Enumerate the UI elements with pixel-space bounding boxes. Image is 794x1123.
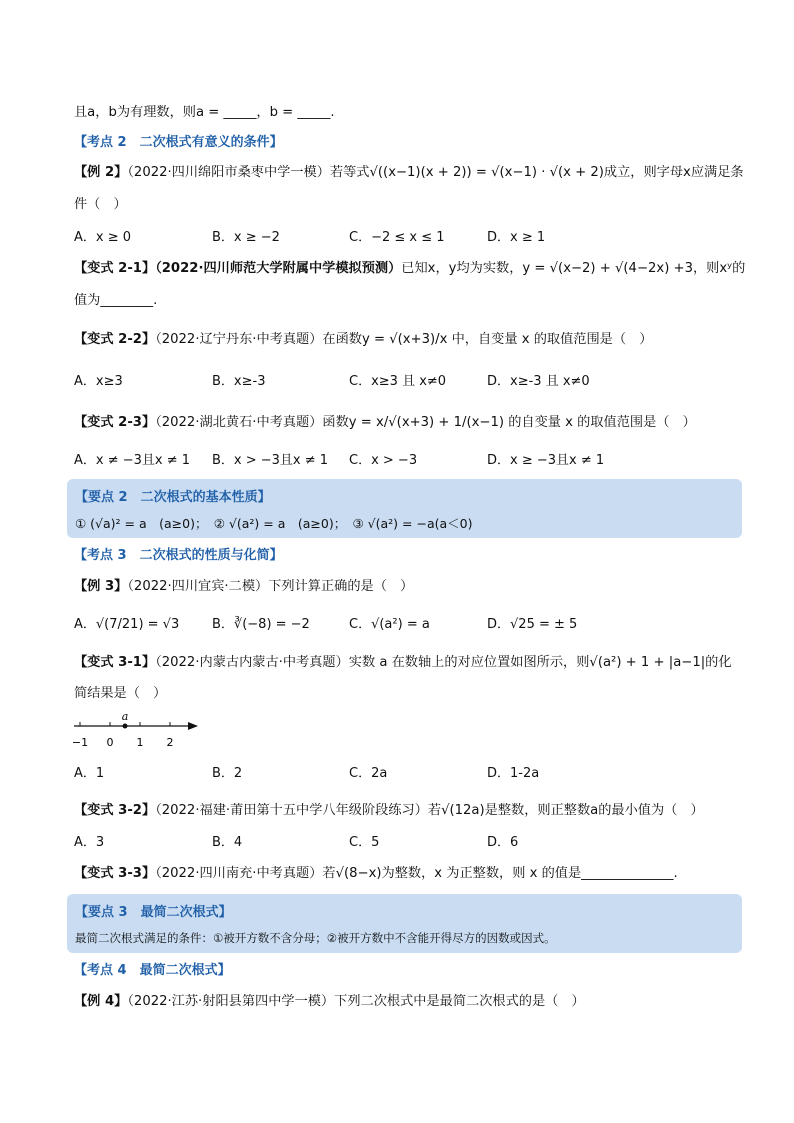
option-d: D．1-2a xyxy=(487,766,540,781)
example-4-text: 下列二次根式中是最简二次根式的是（ ） xyxy=(334,994,585,1009)
kaodian-4-heading: 【考点 4 最简二次根式】 xyxy=(74,963,231,978)
variant-2-1-label: 【变式 2-1】 xyxy=(74,261,156,276)
option-d: D．√25 = ± 5 xyxy=(487,617,578,632)
example-2-label: 【例 2】 xyxy=(74,165,128,180)
option-d: D．x≥-3 且 x≠0 xyxy=(487,374,590,389)
variant-2-1-text: 已知x，y均为实数，y = √(x−2) + √(4−2x) +3，则xʸ的 xyxy=(401,261,746,276)
example-3-source: （2022·四川宜宾·二模） xyxy=(127,579,269,594)
option-c: C．√(a²) = a xyxy=(349,617,430,632)
option-c: C．−2 ≤ x ≤ 1 xyxy=(349,230,445,245)
option-c: C．2a xyxy=(349,766,388,781)
example-4 xyxy=(74,993,742,1011)
point-a-label: a xyxy=(121,710,129,723)
variant-2-3-text: 函数y = x/√(x+3) + 1/(x−1) 的自变量 x 的取值范围是（ ） xyxy=(322,415,696,430)
number-line-tick-label: −1 xyxy=(71,736,89,749)
variant-3-1 xyxy=(74,654,742,672)
intro-text: 且a，b为有理数，则a = _____，b = _____. xyxy=(74,105,335,120)
number-line xyxy=(66,706,206,752)
variant-3-1-text-cont: 简结果是（ ） xyxy=(74,686,167,701)
variant-3-3 xyxy=(74,865,742,883)
kaodian-3-heading: 【考点 3 二次根式的性质与化简】 xyxy=(74,548,283,563)
example-3 xyxy=(74,578,742,596)
variant-3-3-label: 【变式 3-3】 xyxy=(74,866,156,881)
key-point-3-content: 最简二次根式满足的条件：①被开方数不含分母；②被开方数中不含能开得尽方的因数或因式。 xyxy=(75,931,556,945)
number-line-tick-label: 0 xyxy=(106,736,114,749)
option-d: D．x ≥ 1 xyxy=(487,230,546,245)
option-b: B．4 xyxy=(212,835,243,850)
variant-2-3-source: （2022·湖北黄石·中考真题） xyxy=(155,415,323,430)
example-3-label: 【例 3】 xyxy=(74,579,128,594)
variant-2-1-text-cont: 值为________. xyxy=(74,293,158,308)
variant-3-2-label: 【变式 3-2】 xyxy=(74,803,156,818)
option-a: A．3 xyxy=(74,835,105,850)
option-a: A．1 xyxy=(74,766,105,781)
option-b: B．2 xyxy=(212,766,243,781)
example-4-label: 【例 4】 xyxy=(74,994,128,1009)
option-c: C．5 xyxy=(349,835,380,850)
option-d: D．6 xyxy=(487,835,519,850)
option-d: D．x ≥ −3且x ≠ 1 xyxy=(487,453,605,468)
option-a: A．x≥3 xyxy=(74,374,123,389)
variant-3-1-text: 实数 a 在数轴上的对应位置如图所示，则√(a²) + 1 + |a−1|的化 xyxy=(348,655,732,670)
example-2-text-cont: 件（ ） xyxy=(74,197,127,212)
variant-2-3-label: 【变式 2-3】 xyxy=(74,415,156,430)
option-b: B．x≥-3 xyxy=(212,374,266,389)
option-c: C．x > −3 xyxy=(349,453,418,468)
variant-2-2-label: 【变式 2-2】 xyxy=(74,332,156,347)
example-2 xyxy=(74,164,742,182)
number-line-tick-label: 1 xyxy=(136,736,144,749)
key-point-2-box xyxy=(67,479,742,538)
point-a-marker xyxy=(123,724,128,729)
example-4-source: （2022·江苏·射阳县第四中学一模） xyxy=(127,994,335,1009)
variant-2-2-source: （2022·辽宁丹东·中考真题） xyxy=(155,332,323,347)
variant-2-1 xyxy=(74,260,746,278)
variant-3-2-source: （2022·福建·莆田第十五中学八年级阶段练习） xyxy=(155,803,428,818)
variant-2-1-source: （2022·四川师范大学附属中学模拟预测） xyxy=(155,261,402,276)
option-b: B．∛(−8) = −2 xyxy=(212,617,310,632)
option-a: A．√(7/21) = √3 xyxy=(74,617,180,632)
variant-3-3-source: （2022·四川南充·中考真题） xyxy=(155,866,323,881)
example-2-text: 若等式√((x−1)(x + 2)) = √(x−1) · √(x + 2)成立，则字母x应满足条 xyxy=(329,165,744,180)
kaodian-2-heading: 【考点 2 二次根式有意义的条件】 xyxy=(74,135,283,150)
option-b: B．x ≥ −2 xyxy=(212,230,280,245)
key-point-3-title: 【要点 3 最简二次根式】 xyxy=(75,905,232,920)
option-c: C．x≥3 且 x≠0 xyxy=(349,374,447,389)
variant-2-2 xyxy=(74,331,742,349)
key-point-3-box xyxy=(67,894,742,953)
number-line-arrow-icon xyxy=(188,722,198,730)
option-b: B．x > −3且x ≠ 1 xyxy=(212,453,329,468)
option-a: A．x ≥ 0 xyxy=(74,230,132,245)
example-2-source: （2022·四川绵阳市桑枣中学一模） xyxy=(127,165,330,180)
key-point-2-title: 【要点 2 二次根式的基本性质】 xyxy=(75,490,271,505)
variant-2-3 xyxy=(74,414,742,432)
variant-3-2 xyxy=(74,802,742,820)
variant-3-2-text: 若√(12a)是整数，则正整数a的最小值为（ ） xyxy=(427,803,704,818)
variant-2-2-text: 在函数y = √(x+3)/x 中，自变量 x 的取值范围是（ ） xyxy=(322,332,653,347)
variant-3-3-text: 若√(8−x)为整数，x 为正整数，则 x 的值是______________. xyxy=(322,866,678,881)
example-3-text: 下列计算正确的是（ ） xyxy=(268,579,414,594)
variant-3-1-label: 【变式 3-1】 xyxy=(74,655,156,670)
key-point-2-content: ① (√a)² = a (a≥0)； ② √(a²) = a (a≥0)； ③ √(a²) = −a(a＜0) xyxy=(75,516,473,531)
variant-3-1-source: （2022·内蒙古内蒙古·中考真题） xyxy=(155,655,349,670)
number-line-tick-label: 2 xyxy=(166,736,174,749)
option-a: A．x ≠ −3且x ≠ 1 xyxy=(74,453,191,468)
